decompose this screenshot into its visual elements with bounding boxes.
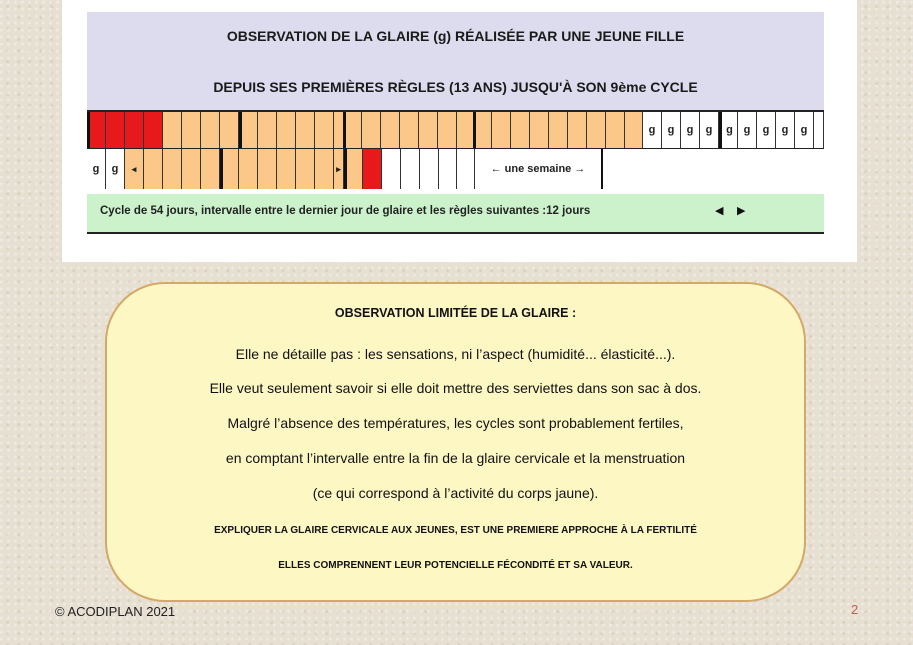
g-day: g (662, 112, 681, 148)
dry-day (258, 149, 277, 189)
dry-day (220, 112, 239, 148)
box-bold-line-2: ELLES COMPRENNENT LEUR POTENCIELLE FÉCONDITÉ ET SA VALEUR. (278, 560, 633, 571)
g-day: g (795, 112, 814, 148)
dry-day (182, 112, 201, 148)
cycle-row-1 (87, 110, 824, 149)
left-arrow-icon: ◀ (715, 205, 724, 217)
dry-day (419, 112, 438, 148)
g-day: g (106, 149, 125, 189)
empty-day (457, 149, 475, 189)
dry-day (400, 112, 419, 148)
menses-day (363, 149, 382, 189)
page-number: 2 (851, 602, 859, 617)
g-day: g (87, 149, 106, 189)
box-heading: OBSERVATION LIMITÉE DE LA GLAIRE : (334, 306, 577, 320)
g-day: g (738, 112, 757, 148)
cycle-note (87, 194, 824, 234)
box-line: Elle veut seulement savoir si elle doit mettre des serviettes dans son sac à dos. (209, 380, 702, 396)
box-bold-line-1: EXPLIQUER LA GLAIRE CERVICALE AUX JEUNES, EST UNE PREMIERE APPROCHE À LA FERTILITÉ (214, 525, 697, 536)
cycle-row-2 (87, 149, 824, 189)
interval-start-arrow: ◂ (125, 149, 144, 189)
dry-day (344, 149, 363, 189)
dry-day (587, 112, 606, 148)
empty-day (420, 149, 439, 189)
dry-day (530, 112, 549, 148)
empty-day (382, 149, 401, 189)
copyright: © ACODIPLAN 2021 (55, 604, 176, 619)
dry-day (315, 112, 334, 148)
box-line: Elle ne détaille pas : les sensations, ni l’aspect (humidité... élasticité...). (235, 346, 676, 362)
cycle-note-text: Cycle de 54 jours, intervalle entre le dernier jour de glaire et les règles suivantes :12 jours (100, 205, 591, 217)
dry-day (568, 112, 587, 148)
chart-title-line2: DEPUIS SES PREMIÈRES RÈGLES (13 ANS) JUSQU'À SON 9ème CYCLE (213, 79, 698, 95)
dry-day (163, 149, 182, 189)
dry-day (182, 149, 201, 189)
dry-day (362, 112, 381, 148)
g-day: g (700, 112, 719, 148)
week-span-label: ← une semaine → (475, 149, 603, 189)
menses-day (144, 112, 163, 148)
dry-day (473, 112, 492, 148)
menses-day (106, 112, 125, 148)
dry-day (296, 149, 315, 189)
dry-day (606, 112, 625, 148)
g-day: g (719, 112, 738, 148)
g-day: g (757, 112, 776, 148)
g-day: g (681, 112, 700, 148)
box-line: (ce qui correspond à l’activité du corps jaune). (312, 485, 599, 501)
dry-day (625, 112, 643, 148)
dry-day (277, 112, 296, 148)
explanation-box (105, 282, 806, 602)
dry-day (201, 112, 220, 148)
menses-day (87, 112, 106, 148)
dry-day (438, 112, 457, 148)
dry-day (239, 149, 258, 189)
dry-day (277, 149, 296, 189)
dry-day (296, 112, 315, 148)
dry-day (163, 112, 182, 148)
box-line: en comptant l’intervalle entre la fin de la glaire cervicale et la menstruation (225, 450, 686, 466)
dry-day (511, 112, 530, 148)
g-day (814, 112, 824, 148)
g-day: g (643, 112, 662, 148)
menses-day (125, 112, 144, 148)
interval-end-arrow: ▸ (334, 149, 344, 189)
dry-day (549, 112, 568, 148)
box-line: Malgré l’absence des températures, les cycles sont probablement fertiles, (227, 415, 684, 431)
dry-day (492, 112, 511, 148)
dry-day (343, 112, 362, 148)
dry-day (258, 112, 277, 148)
dry-day (201, 149, 220, 189)
g-day: g (776, 112, 795, 148)
right-arrow-icon: ▶ (737, 205, 746, 217)
dry-day (381, 112, 400, 148)
dry-day (315, 149, 334, 189)
empty-day (439, 149, 457, 189)
dry-day (220, 149, 239, 189)
dry-day (239, 112, 258, 148)
chart-header (87, 12, 824, 110)
dry-day (144, 149, 163, 189)
empty-day (401, 149, 420, 189)
chart-title-line1: OBSERVATION DE LA GLAIRE (g) RÉALISÉE PAR UNE JEUNE FILLE (226, 28, 685, 44)
